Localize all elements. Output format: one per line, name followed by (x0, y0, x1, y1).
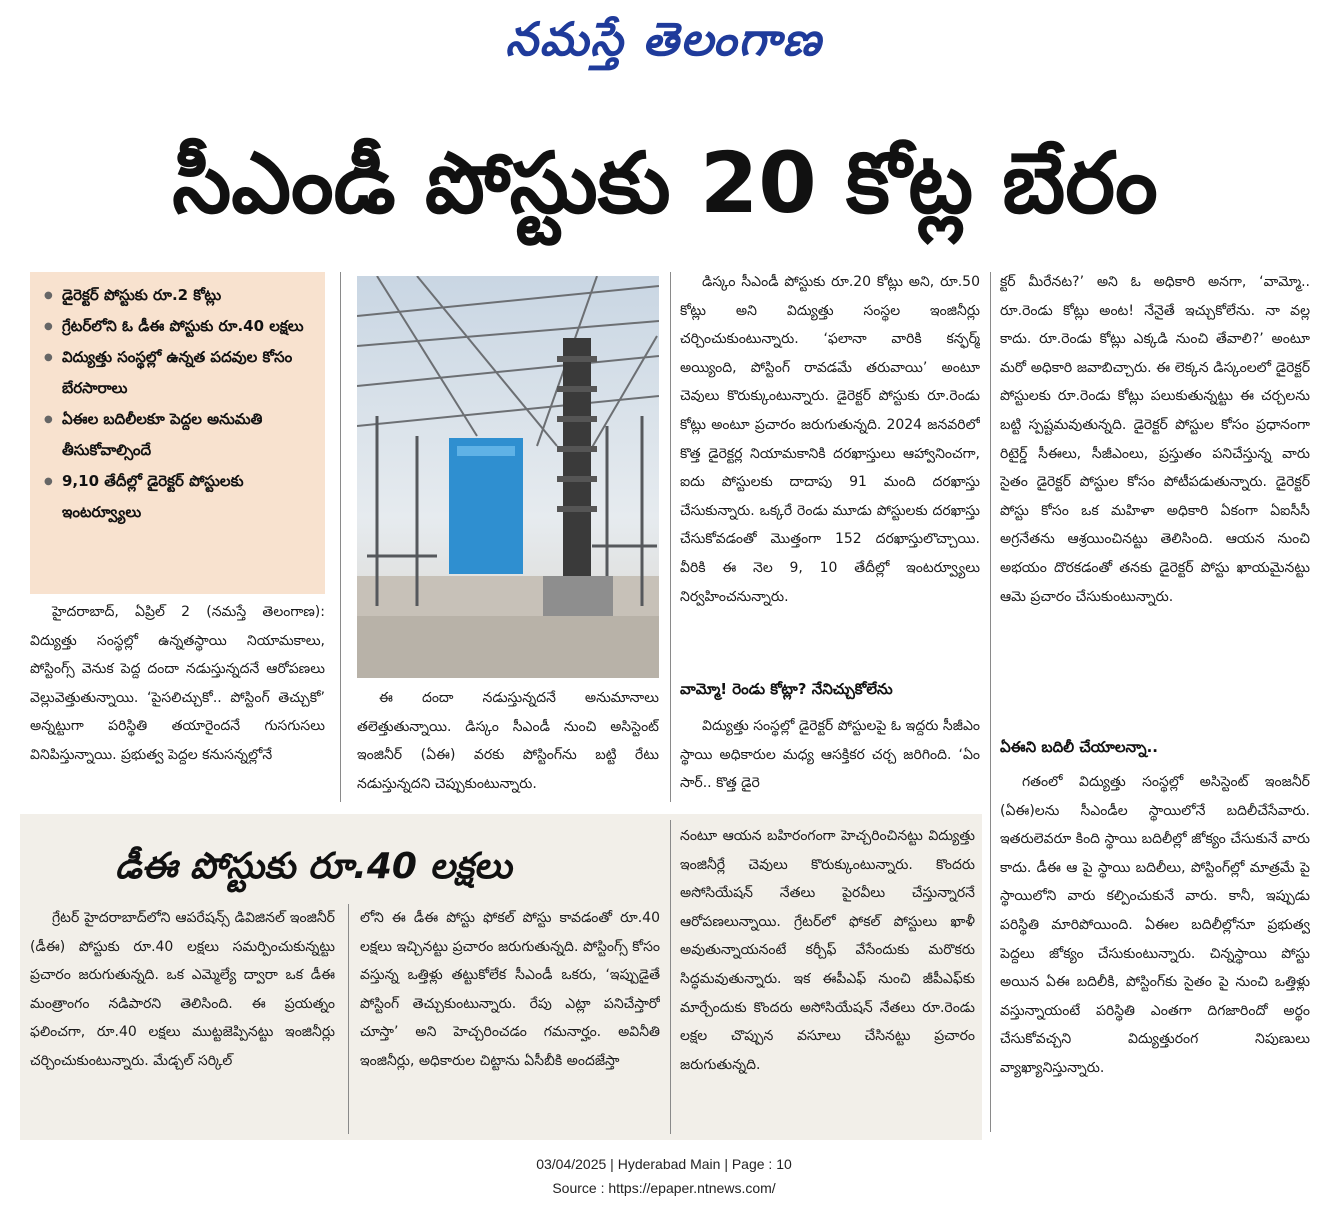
boxed-story-headline: డీఈ పోస్టుకు రూ.40 లక్షలు (115, 846, 512, 887)
boxed-column-3 (680, 822, 975, 1136)
article-paragraph: నంటూ ఆయన బహిరంగంగా హెచ్చరించినట్టు విద్యుత్తు ఇంజినీర్లే చెవులు కొరుక్కుంటున్నారు. కొందరు అసోసియేషన్‌ నేతలు పైరవీలు చేస్తున్నారనే ఆరోపణలున్నాయి. గ్రేటర్‌లో ఫోకల్‌ పోస్టులు ఖాళీ అవుతున్నాయనంటే కర్చీఫ్‌ వేసేందుకు మరొకరు సిద్ధమవుతున్నారు. ఇక ఈపీఎఫ్‌ నుంచి జీపీఎఫ్‌కు మార్చేందుకు కొందరు అసోసియేషన్‌ నేతలు రూ.రెండు లక్షల చొప్పున వసూలు చేసినట్టు ప్రచారం జరుగుతున్నది. (680, 828, 975, 1073)
article-column-3b (680, 712, 980, 802)
subheading-ae-transfer: ఏఈని బదిలీ చేయాలన్నా.. (1000, 738, 1158, 756)
article-column-3 (680, 268, 980, 660)
article-paragraph: డిస్కం సీఎండీ పోస్టుకు రూ.20 కోట్లు అని, రూ.50 కోట్లు అని విద్యుత్తు సంస్థల ఇంజినీర్లు చర్చించుకుంటున్నారు. ‘ఫలానా వారికి కన్ఫర్మ్‌ అయ్యింది, పోస్టింగ్‌ రావడమే తరువాయి’ అంటూ చెవులు కొరుక్కుంటున్నారు. డైరెక్టర్‌ పోస్టుకు రూ.రెండు కోట్లు అంటూ ప్రచారం జరుగుతున్నది. 2024 జనవరిలో కొత్త డైరెక్టర్ల నియామకానికి దరఖాస్తులు ఆహ్వానించగా, ఐదు పోస్టులకు దాదాపు 91 మంది దరఖాస్తు చేసుకున్నారు. ఒక్కరే రెండు మూడు పోస్టులకు దరఖాస్తు చేసుకోవడంతో మొత్తంగా 152 దరఖాస్తులొచ్చాయి. వీరికి ఈ నెల 9, 10 తేదీల్లో ఇంటర్వ్యూలు నిర్వహించనున్నారు. (680, 274, 980, 605)
highlight-item: ● 9,10 తేదీల్లో డైరెక్టర్‌ పోస్టులకు ఇంటర్వ్యూలు (42, 466, 315, 528)
article-column-4 (1000, 268, 1310, 704)
article-column-1 (30, 598, 325, 802)
highlight-item: ● ఏఈల బదిలీలకూ పెద్దల అనుమతి తీసుకోవాల్సిందే (42, 404, 315, 466)
article-column-4b (1000, 768, 1310, 1132)
article-paragraph: విద్యుత్తు సంస్థల్లో డైరెక్టర్‌ పోస్టులపై ఓ ఇద్దరు సీజీఎం స్థాయి అధికారుల మధ్య ఆసక్తికర చర్చ జరిగింది. ‘ఏం సార్‌.. కొత్త డైరె (680, 718, 980, 792)
article-paragraph: గ్రేటర్‌ హైదరాబాద్‌లోని ఆపరేషన్స్‌ డివిజినల్‌ ఇంజినీర్‌ (డీఈ) పోస్టుకు రూ.40 లక్షలు సమర్పించుకున్నట్టు ప్రచారం జరుగుతున్నది. ఒక ఎమ్మెల్యే ద్వారా ఒక డీఈ మంత్రాంగం నడిపారని తెలిసింది. ఈ ప్రయత్నం ఫలించగా, రూ.40 లక్షలు ముట్టజెప్పినట్టు ఇంజినీర్లు చర్చించుకుంటున్నారు. మేడ్చల్‌ సర్కిల్‌ (30, 910, 335, 1069)
article-paragraph: క్టర్‌ మీరేనట?’ అని ఓ అధికారి అనగా, ‘వామ్మో.. రూ.రెండు కోట్లు అంట! నేనైతే ఇచ్చుకోలేను. నా వల్ల కాదు. రూ.రెండు కోట్లు ఎక్కడి నుంచి తేవాలి?’ అంటూ మరో అధికారి జవాబిచ్చారు. ఈ లెక్కన డిస్కంలలో డైరెక్టర్‌ పోస్టులకు రూ.రెండు కోట్లు పలుకుతున్నట్టు ఈ చర్చలను బట్టి స్పష్టమవుతున్నది. డైరెక్టర్‌ పోస్టుల కోసం ప్రధానంగా రిటైర్డ్‌ సీఈలు, సీజీఎంలు, ప్రస్తుతం పనిచేస్తున్న వారు సైతం డైరెక్టర్‌ పోస్టుల కోసం పోటీపడుతున్నారు. డైరెక్టర్‌ పోస్టు కోసం ఒక మహిళా అధికారి ఏకంగా ఏఐసీసీ అగ్రనేతను ఆశ్రయించినట్టు తెలిసింది. ఆయన నుంచి అభయం దొరకడంతో తనకు డైరెక్టర్‌ పోస్టు ఖాయమైనట్టు ఆమె ప్రచారం చేసుకుంటున్నారు. (1000, 274, 1310, 605)
boxed-column-1 (30, 904, 335, 1136)
column-divider (990, 272, 991, 1132)
column-divider (670, 820, 671, 1134)
highlights-list (42, 280, 315, 528)
article-column-2 (357, 684, 659, 802)
column-divider (340, 272, 341, 802)
subheading-wammo: వామ్మో! రెండు కోట్లా? నేనిచ్చుకోలేను (680, 680, 893, 698)
article-paragraph: లోని ఈ డీఈ పోస్టు ఫోకల్‌ పోస్టు కావడంతో రూ.40 లక్షలు ఇచ్చినట్టు ప్రచారం జరుగుతున్నది. పోస్టింగ్స్‌ కోసం వస్తున్న ఒత్తిళ్లు తట్టుకోలేక సీఎండీ ఒకరు, ‘ఇప్పుడైతే పోస్టింగ్‌ తెచ్చుకుంటున్నారు. రేపు ఎట్లా పనిచేస్తారో చూస్తా’ అని హెచ్చరించడం గమనార్హం. అవినీతి ఇంజినీర్లు, అధికారుల చిట్టాను ఏసీబీకి అందజేస్తా (360, 910, 660, 1069)
article-paragraph: ఈ దందా నడుస్తున్నదనే అనుమానాలు తలెత్తుతున్నాయి. డిస్కం సీఎండీ నుంచి అసిస్టెంట్‌ ఇంజినీర్‌ (ఏఈ) వరకు పోస్టింగ్‌ను బట్టి రేటు నడుస్తున్నదని చెప్పుకుంటున్నారు. (357, 690, 659, 792)
column-divider (670, 272, 671, 802)
highlight-item: ● డైరెక్టర్‌ పోస్టుకు రూ.2 కోట్లు (42, 280, 315, 311)
highlight-item: ● విద్యుత్తు సంస్థల్లో ఉన్నత పదవుల కోసం బేరసారాలు (42, 342, 315, 404)
footer-date-edition: 03/04/2025 | Hyderabad Main | Page : 10 (536, 1156, 792, 1172)
footer-source: Source : https://epaper.ntnews.com/ (552, 1180, 776, 1196)
highlights-box (30, 272, 325, 594)
highlight-item: ● గ్రేటర్‌లోని ఓ డీఈ పోస్టుకు రూ.40 లక్షలు (42, 311, 315, 342)
substation-photo (357, 276, 659, 678)
column-divider (348, 904, 349, 1134)
article-paragraph: హైదరాబాద్‌, ఏప్రిల్‌ 2 (నమస్తే తెలంగాణ): విద్యుత్తు సంస్థల్లో ఉన్నతస్థాయి నియామకాలు, పోస్టింగ్స్‌ వెనుక పెద్ద దందా నడుస్తున్నదనే ఆరోపణలు వెల్లువెత్తుతున్నాయి. ‘పైసలిచ్చుకో.. పోస్టింగ్‌ తెచ్చుకో’ అన్నట్టుగా పరిస్థితి తయారైందనే గుసగుసలు వినిపిస్తున్నాయి. ప్రభుత్వ పెద్దల కనుసన్నల్లోనే (30, 604, 325, 763)
masthead-logo: నమస్తే తెలంగాణ (505, 12, 823, 66)
substation-illustration (357, 276, 659, 678)
boxed-column-2 (360, 904, 660, 1136)
article-paragraph: గతంలో విద్యుత్తు సంస్థల్లో అసిస్టెంట్‌ ఇంజనీర్‌ (ఏఈ)లను సీఎండీల స్థాయిలోనే బదిలీచేసేవారు. ఇతరులెవరూ కింది స్థాయి బదిలీల్లో జోక్యం చేసుకునే వారు కాదు. డీఈ ఆ పై స్థాయి బదిలీలు, పోస్టింగ్‌ల్లో మాత్రమే పై స్థాయిలోని వారు కల్పించుకునే వారు. కానీ, ఇప్పుడు పరిస్థితి మారిపోయింది. ఏఈల బదిలీల్లోనూ ప్రభుత్వ పెద్దలు జోక్యం చేసుకుంటున్నారు. చిన్నస్థాయి పోస్టు అయిన ఏఈ బదిలీకి, పోస్టింగ్‌కు సైతం పై నుంచి ఒత్తిళ్లు వస్తున్నాయంటే పరిస్థితి ఎంతగా దిగజారిందో అర్థం చేసుకోవచ్చని విద్యుత్తురంగ నిపుణులు వ్యాఖ్యానిస్తున్నారు. (1000, 774, 1310, 1076)
headline: సీఎండీ పోస్టుకు 20 కోట్ల బేరం (172, 134, 1158, 232)
